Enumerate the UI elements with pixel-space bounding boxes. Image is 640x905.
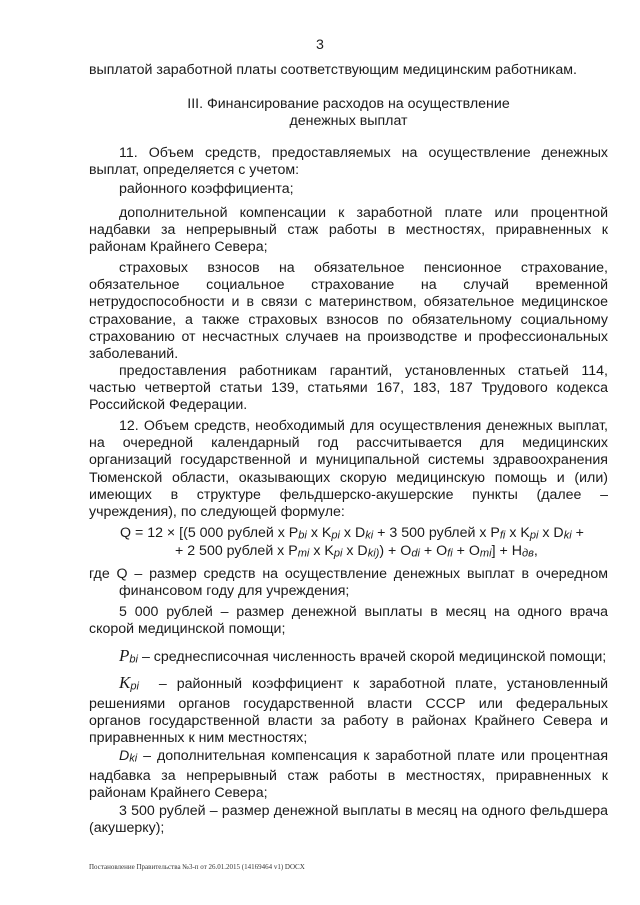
definition-pbi: Pbi – среднесписочная численность врачей скорой медицинской помощи; xyxy=(119,646,607,666)
paragraph-11-item-a: районного коэффициента; xyxy=(119,181,294,197)
paragraph-11-item-d: предоставления работникам гарантий, установленных статьей 114, частью четвертой статьи 139, статьями 167, 183, 187 Трудового кодекса Российской Федерации. xyxy=(89,363,608,414)
page-number: 3 xyxy=(316,37,324,53)
definition-dki: Dki – дополнительная компенсация к заработной плате или процентная надбавка за непрерывный стаж работы в местностях, приравненных к районам Крайнего Севера; xyxy=(89,748,608,802)
symbol-k-subscript: pi xyxy=(130,680,139,693)
symbol-d-subscript: ki xyxy=(129,752,138,765)
paragraph-11: 11. Объем средств, предоставляемых на осуществление денежных выплат, определяется с учетом: xyxy=(89,145,608,179)
definition-5000: 5 000 рублей – размер денежной выплаты в месяц на одного врача скорой медицинской помощи; xyxy=(89,604,608,638)
section-title-line-1: III. Финансирование расходов на осуществление xyxy=(187,96,510,112)
footer-note: Постановление Правительства №3-п от 26.01.2015 (14169464 v1) DOCX xyxy=(89,863,305,871)
lead-line: выплатой заработной платы соответствующим медицинским работникам. xyxy=(89,62,577,78)
symbol-k: K xyxy=(119,673,131,692)
symbol-p: P xyxy=(119,646,130,665)
section-title-line-2: денежных выплат xyxy=(289,113,408,129)
symbol-d: D xyxy=(119,748,130,764)
symbol-p-subscript: bi xyxy=(129,653,139,666)
definition-kpi: Kpi – районный коэффициент к заработной плате, установленный решениями органов государственной власти СССР или федеральных органов государственной власти за работу в районах Крайнего Севера и приравненных к ним местностях; xyxy=(89,673,608,747)
definition-3500: 3 500 рублей – размер денежной выплаты в месяц на одного фельдшера (акушерку); xyxy=(89,803,608,837)
formula-line-1: Q = 12 × [(5 000 рублей x Pbi x Kpi x Dki + 3 500 рублей x Pfi x Kpi x Dki + xyxy=(120,525,584,542)
paragraph-11-item-c: страховых взносов на обязательное пенсионное страхование, обязательное социальное страхование на случай временной нетрудоспособности и в связи с материнством, обязательное медицинское страхование, а также страховых взносов по обязательному социальному страхованию от несчастных случаев на производстве и профессиональных заболеваний. xyxy=(89,260,608,363)
paragraph-12: 12. Объем средств, необходимый для осуществления денежных выплат, на очередной календарный год рассчитывается для медицинских организаций государственной и муниципальной системы здравоохранения Тюменской области, оказывающих скорую медицинскую помощь и (или) имеющих в структуре фельдшерско-акушерские пункты (далее – учреждения), по следующей формуле: xyxy=(89,418,608,521)
paragraph-11-item-b: дополнительной компенсации к заработной плате или процентной надбавки за непрерывный стаж работы в местностях, приравненных к районам Крайнего Севера; xyxy=(89,205,608,256)
formula-line-2: + 2 500 рублей x Pmi x Kpi x Dki)) + Odi + Ofi + Omi] + Hдв, xyxy=(175,543,538,560)
definition-q: где Q – размер средств на осуществление денежных выплат в очередном финансовом году для учреждения; xyxy=(89,566,608,600)
